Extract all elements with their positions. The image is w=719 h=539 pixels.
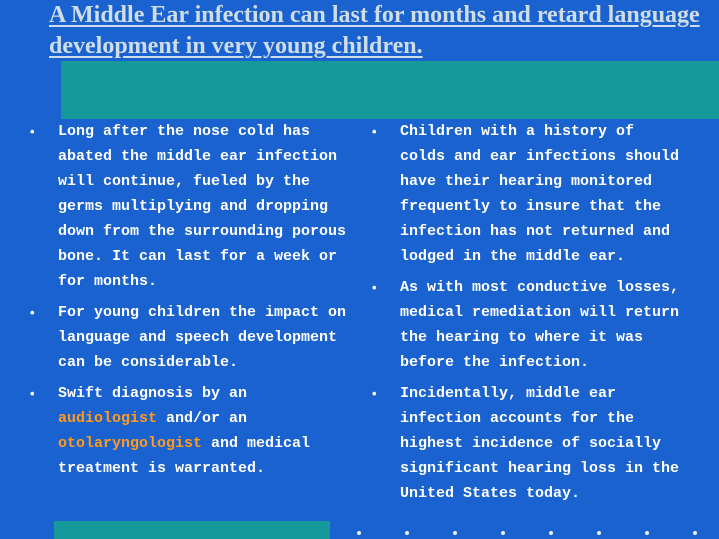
highlight-audiologist: audiologist: [58, 410, 158, 427]
bullet-text: For young children the impact on language and speech development can be considerable.: [58, 304, 347, 371]
bullet-text-part: and/or an: [157, 410, 248, 427]
left-bullet-column: [24, 119, 350, 487]
bullet-icon: •: [30, 305, 35, 320]
bullet-item: [24, 381, 350, 481]
teal-accent-bar-bottom: [54, 521, 330, 539]
bullet-icon: •: [372, 280, 377, 295]
bullet-item: [366, 119, 686, 269]
dot-icon: [453, 531, 457, 535]
bullet-text-part: and medical treatment is warranted.: [58, 435, 311, 477]
highlight-otolaryngologist: otolaryngologist: [58, 435, 203, 452]
right-bullet-column: [366, 119, 686, 512]
bullet-icon: •: [30, 124, 35, 139]
dot-icon: [501, 531, 505, 535]
bullet-text: Long after the nose cold has abated the middle ear infection will continue, fueled by the germs multiplying and dropping down from the surrounding porous bone. It can last for a week or for months.: [58, 123, 347, 290]
bullet-text: [58, 385, 310, 477]
bullet-icon: •: [30, 386, 35, 401]
bullet-text: Incidentally, middle ear infection accounts for the highest incidence of socially significant hearing loss in the United States today.: [400, 385, 680, 502]
bullet-item: [366, 381, 686, 506]
dot-icon: [357, 531, 361, 535]
dot-icon: [645, 531, 649, 535]
slide-title: A Middle Ear infection can last for months and retard language development in very young children.: [49, 2, 700, 59]
bullet-text: As with most conductive losses, medical remediation will return the hearing to where it was before the infection.: [400, 279, 680, 371]
bullet-icon: •: [372, 124, 377, 139]
dot-icon: [597, 531, 601, 535]
bullet-icon: •: [372, 386, 377, 401]
dot-icon: [549, 531, 553, 535]
decorative-dot-row: [352, 526, 719, 539]
bullet-item: [366, 275, 686, 375]
dot-icon: [693, 531, 697, 535]
teal-accent-bar-top: [61, 61, 719, 119]
bullet-item: [24, 300, 350, 375]
bullet-text-part: Swift diagnosis by an: [58, 385, 248, 402]
bullet-item: [24, 119, 350, 294]
bullet-text: Children with a history of colds and ear infections should have their hearing monitored frequently to insure that the infection has not returned and lodged in the middle ear.: [400, 123, 680, 265]
dot-icon: [405, 531, 409, 535]
